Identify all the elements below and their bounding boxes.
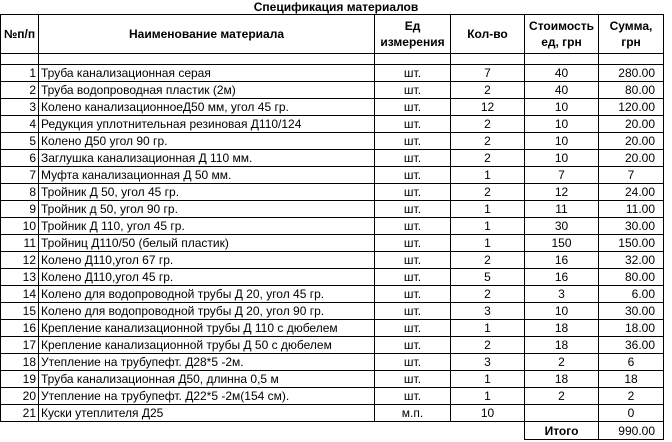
- unit: шт.: [375, 116, 451, 133]
- material-name: Труба водопроводная пластик (2м): [39, 82, 375, 99]
- total-label: Итого: [525, 422, 599, 440]
- row-number: 13: [1, 269, 39, 286]
- unit-price: 10: [525, 303, 599, 320]
- unit-price: 10: [525, 133, 599, 150]
- material-name: Заглушка канализационная Д 110 мм.: [39, 150, 375, 167]
- unit: шт.: [375, 269, 451, 286]
- total-row: [1, 422, 664, 440]
- quantity: 1: [451, 201, 525, 218]
- quantity: 1: [451, 218, 525, 235]
- row-sum: 36.00: [599, 337, 664, 354]
- unit-price: 12: [525, 184, 599, 201]
- row-number: 1: [1, 65, 39, 82]
- material-name: Колено Д50 угол 90 гр.: [39, 133, 375, 150]
- row-number: 19: [1, 371, 39, 388]
- row-sum: 150.00: [599, 235, 664, 252]
- table-row: [1, 201, 664, 218]
- quantity: 7: [451, 65, 525, 82]
- row-sum: 18: [599, 371, 664, 388]
- row-sum: 20.00: [599, 150, 664, 167]
- table-row: [1, 99, 664, 116]
- row-sum: 20.00: [599, 116, 664, 133]
- table-row: [1, 405, 664, 422]
- unit-price: 11: [525, 201, 599, 218]
- unit: шт.: [375, 133, 451, 150]
- unit: шт.: [375, 99, 451, 116]
- row-sum: 280.00: [599, 65, 664, 82]
- row-sum: 80.00: [599, 269, 664, 286]
- row-number: 4: [1, 116, 39, 133]
- quantity: 2: [451, 286, 525, 303]
- unit-price: 150: [525, 235, 599, 252]
- row-sum: 20.00: [599, 133, 664, 150]
- material-name: Труба канализационная Д50, длинна 0,5 м: [39, 371, 375, 388]
- unit-price: 18: [525, 320, 599, 337]
- materials-table: [0, 14, 664, 440]
- material-name: Тройниц Д110/50 (белый пластик): [39, 235, 375, 252]
- material-name: Утепление на трубупефт. Д22*5 -2м(154 см).: [39, 388, 375, 405]
- row-sum: 80.00: [599, 82, 664, 99]
- table-row: [1, 116, 664, 133]
- row-sum: 6.00: [599, 286, 664, 303]
- unit-price: 3: [525, 286, 599, 303]
- unit-price: 16: [525, 252, 599, 269]
- row-number: 12: [1, 252, 39, 269]
- unit-price: 2: [525, 388, 599, 405]
- table-row: [1, 218, 664, 235]
- table-row: [1, 337, 664, 354]
- table-row: [1, 286, 664, 303]
- row-number: 14: [1, 286, 39, 303]
- unit: шт.: [375, 286, 451, 303]
- material-name: Колено Д110,угол 45 гр.: [39, 269, 375, 286]
- header-price: Стоимость ед, грн: [525, 15, 599, 54]
- material-name: Муфта канализационная Д 50 мм.: [39, 167, 375, 184]
- unit: шт.: [375, 235, 451, 252]
- spacer-row: [1, 54, 664, 65]
- material-name: Колено для водопроводной трубы Д 20, угол 90 гр.: [39, 303, 375, 320]
- header-num: №п/п: [1, 15, 39, 54]
- unit: шт.: [375, 303, 451, 320]
- table-row: [1, 269, 664, 286]
- quantity: 1: [451, 371, 525, 388]
- material-name: Колено Д110,угол 67 гр.: [39, 252, 375, 269]
- unit: шт.: [375, 354, 451, 371]
- row-sum: 32.00: [599, 252, 664, 269]
- unit: шт.: [375, 371, 451, 388]
- row-sum: 6: [599, 354, 664, 371]
- quantity: 2: [451, 116, 525, 133]
- unit: шт.: [375, 388, 451, 405]
- quantity: 2: [451, 337, 525, 354]
- material-name: Тройник д 50, угол 90 гр.: [39, 201, 375, 218]
- table-row: [1, 235, 664, 252]
- material-name: Крепление канализационной трубы Д 110 с дюбелем: [39, 320, 375, 337]
- row-sum: 2: [599, 388, 664, 405]
- table-row: [1, 184, 664, 201]
- row-number: 11: [1, 235, 39, 252]
- quantity: 2: [451, 184, 525, 201]
- material-name: Куски утеплителя Д25: [39, 405, 375, 422]
- unit: шт.: [375, 201, 451, 218]
- total-value: 990.00: [599, 422, 664, 440]
- header-sum: Сумма, грн: [599, 15, 664, 54]
- table-row: [1, 303, 664, 320]
- row-number: 6: [1, 150, 39, 167]
- table-row: [1, 354, 664, 371]
- table-row: [1, 388, 664, 405]
- table-row: [1, 371, 664, 388]
- document-title: Спецификация материалов: [253, 0, 419, 14]
- unit-price: 40: [525, 65, 599, 82]
- quantity: 5: [451, 269, 525, 286]
- row-sum: 7: [599, 167, 664, 184]
- material-name: Тройник Д 110, угол 45 гр.: [39, 218, 375, 235]
- row-number: 2: [1, 82, 39, 99]
- table-row: [1, 150, 664, 167]
- unit-price: 30: [525, 218, 599, 235]
- quantity: 1: [451, 320, 525, 337]
- quantity: 12: [451, 99, 525, 116]
- material-name: Редукция уплотнительная резиновая Д110/124: [39, 116, 375, 133]
- unit-price: 2: [525, 354, 599, 371]
- quantity: 3: [451, 303, 525, 320]
- row-number: 7: [1, 167, 39, 184]
- table-row: [1, 82, 664, 99]
- unit-price: 7: [525, 167, 599, 184]
- header-row: [1, 15, 664, 54]
- table-row: [1, 252, 664, 269]
- quantity: 2: [451, 82, 525, 99]
- material-name: Колено для водопроводной трубы Д 20, угол 45 гр.: [39, 286, 375, 303]
- row-sum: 0: [599, 405, 664, 422]
- quantity: 2: [451, 133, 525, 150]
- unit: шт.: [375, 184, 451, 201]
- unit: шт.: [375, 150, 451, 167]
- material-name: Крепление канализационной трубы Д 50 с дюбелем: [39, 337, 375, 354]
- unit-price: 40: [525, 82, 599, 99]
- row-sum: 18.00: [599, 320, 664, 337]
- quantity: 10: [451, 405, 525, 422]
- row-sum: 24.00: [599, 184, 664, 201]
- quantity: 1: [451, 388, 525, 405]
- row-number: 17: [1, 337, 39, 354]
- unit: шт.: [375, 218, 451, 235]
- material-name: Труба канализационная серая: [39, 65, 375, 82]
- row-number: 8: [1, 184, 39, 201]
- unit-price: 10: [525, 150, 599, 167]
- row-number: 16: [1, 320, 39, 337]
- row-sum: 30.00: [599, 303, 664, 320]
- table-row: [1, 167, 664, 184]
- row-number: 18: [1, 354, 39, 371]
- row-sum: 11.00: [599, 201, 664, 218]
- row-number: 3: [1, 99, 39, 116]
- unit-price: 18: [525, 371, 599, 388]
- header-qty: Кол-во: [451, 15, 525, 54]
- row-number: 21: [1, 405, 39, 422]
- material-name: Тройник Д 50, угол 45 гр.: [39, 184, 375, 201]
- material-name: Утепление на трубупефт. Д28*5 -2м.: [39, 354, 375, 371]
- row-number: 20: [1, 388, 39, 405]
- header-unit: Ед измерения: [375, 15, 451, 54]
- header-name: Наименование материала: [39, 15, 375, 54]
- unit-price: 16: [525, 269, 599, 286]
- table-row: [1, 65, 664, 82]
- quantity: 1: [451, 235, 525, 252]
- row-number: 5: [1, 133, 39, 150]
- unit: шт.: [375, 82, 451, 99]
- unit: шт.: [375, 320, 451, 337]
- quantity: 1: [451, 167, 525, 184]
- unit-price: 10: [525, 99, 599, 116]
- row-number: 15: [1, 303, 39, 320]
- table-row: [1, 320, 664, 337]
- material-name: Колено канализационноеД50 мм, угол 45 гр.: [39, 99, 375, 116]
- table-row: [1, 133, 664, 150]
- quantity: 2: [451, 150, 525, 167]
- unit: м.п.: [375, 405, 451, 422]
- row-sum: 120.00: [599, 99, 664, 116]
- unit: шт.: [375, 337, 451, 354]
- unit: шт.: [375, 167, 451, 184]
- row-sum: 30.00: [599, 218, 664, 235]
- quantity: 3: [451, 354, 525, 371]
- unit-price: 10: [525, 116, 599, 133]
- unit-price: 18: [525, 337, 599, 354]
- unit-price: [525, 405, 599, 422]
- quantity: 2: [451, 252, 525, 269]
- row-number: 9: [1, 201, 39, 218]
- unit: шт.: [375, 65, 451, 82]
- row-number: 10: [1, 218, 39, 235]
- unit: шт.: [375, 252, 451, 269]
